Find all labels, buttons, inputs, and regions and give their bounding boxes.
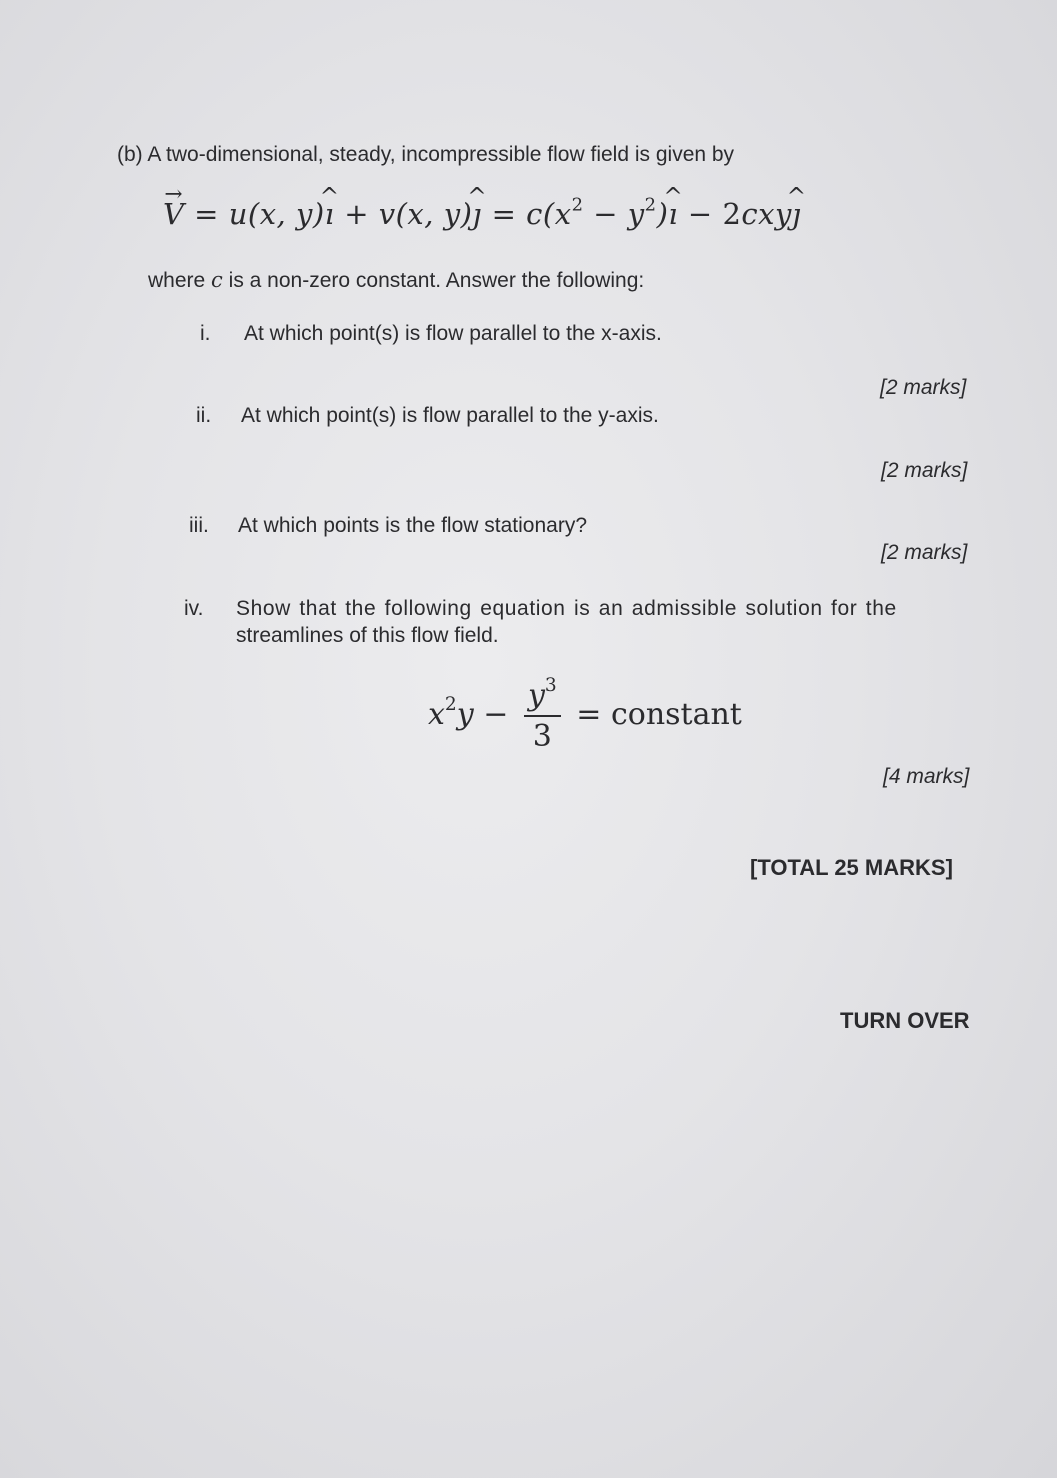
total-marks: [TOTAL 25 MARKS] bbox=[750, 855, 953, 880]
streamline-equation: $x^2y$ − $\frac{y^3}{3}$ = constant bbox=[428, 675, 742, 754]
turn-over-text: TURN OVER bbox=[840, 1008, 970, 1033]
equation-rhs: = constant bbox=[576, 697, 742, 732]
velocity-field-equation: → V = u(x, y)^ ı + v(x, y)^ ȷ = $c(x^2$ − $y^2)\^{}$ ı − 2cxy^ ȷ bbox=[163, 197, 801, 231]
intro-text: (b) A two-dimensional, steady, incompressible flow field is given by bbox=[117, 143, 735, 166]
question-marks: [2 marks] bbox=[881, 459, 968, 482]
where-sentence: where c is a non-zero constant. Answer the following: bbox=[148, 268, 645, 292]
fraction: $\frac{y^3}{3}$ bbox=[524, 678, 561, 754]
question-marks: [4 marks] bbox=[883, 765, 970, 788]
question-text: At which point(s) is flow parallel to the x-axis. bbox=[244, 322, 662, 345]
question-text: Show that the following equation is an admissible solution for the bbox=[236, 597, 897, 620]
question-text-continued: streamlines of this flow field. bbox=[236, 624, 499, 647]
question-number: ii. bbox=[196, 404, 212, 427]
question-text: At which points is the flow stationary? bbox=[238, 514, 588, 537]
question-number: i. bbox=[200, 322, 211, 345]
question-text: At which point(s) is flow parallel to the y-axis. bbox=[241, 404, 659, 427]
question-number: iii. bbox=[189, 514, 209, 537]
question-marks: [2 marks] bbox=[881, 541, 968, 564]
question-number: iv. bbox=[184, 597, 204, 620]
question-marks: [2 marks] bbox=[880, 376, 967, 399]
